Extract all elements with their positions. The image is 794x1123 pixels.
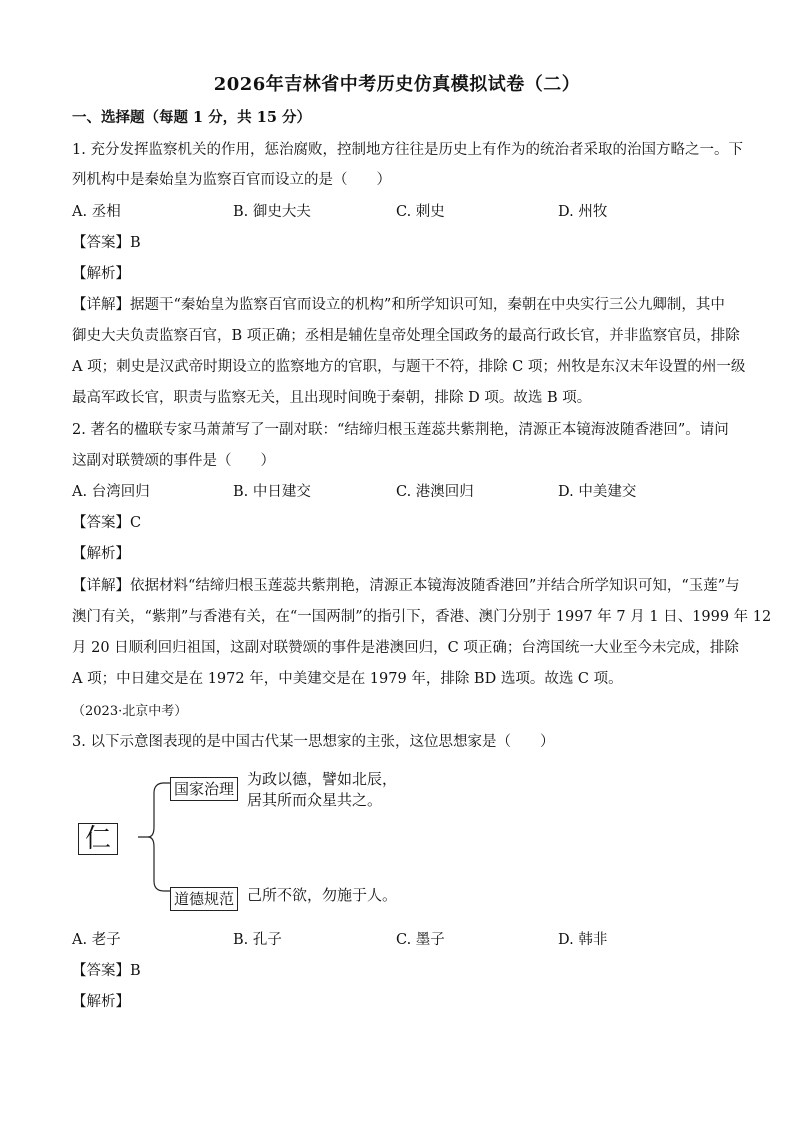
q1-analysis-label: 【解析】 xyxy=(72,266,130,282)
q2-stem-line1: 2. 著名的楹联专家马萧萧写了一副对联：“结缔归根玉莲蕊共紫荆艳，清源正本镜海波随香港回”。请问 xyxy=(72,422,729,438)
q3-stem: 3. 以下示意图表现的是中国古代某一思想家的主张，这位思想家是（ ） xyxy=(72,734,555,750)
q2-detail-line1: 【详解】依据材料“结缔归根玉莲蕊共紫荆艳，清源正本镜海波随香港回”并结合所学知识可知，“玉莲”与 xyxy=(72,578,740,594)
q2-stem-line2: 这副对联赞颂的事件是（ ） xyxy=(72,453,275,469)
diagram-bottom-box: 道德规范 xyxy=(170,887,238,911)
q2-detail-line3: 月 20 日顺利回归祖国，这副对联赞颂的事件是港澳回归，C 项正确；台湾国统一大业至今未完成，排除 xyxy=(72,640,739,656)
q1-stem-line2: 列机构中是秦始皇为监察百官而设立的是（ ） xyxy=(72,172,391,188)
diagram-top-box: 国家治理 xyxy=(170,777,238,801)
q2-detail-line2: 澳门有关，“紫荆”与香港有关，在“一国两制”的指引下，香港、澳门分别于 1997 年 7 月 1 日、1999 年 12 xyxy=(72,609,772,625)
q3-option-c: C. 墨子 xyxy=(396,932,445,948)
diagram-top-text1: 为政以德，譬如北辰， xyxy=(247,770,398,788)
q1-detail-line1: 【详解】据题干“秦始皇为监察百官而设立的机构”和所学知识可知，秦朝在中央实行三公九卿制，其中 xyxy=(72,297,725,313)
q2-detail-line4: A 项；中日建交是在 1972 年，中美建交是在 1979 年，排除 BD 选项。故选 C 项。 xyxy=(72,671,623,687)
q2-analysis-label: 【解析】 xyxy=(72,546,130,562)
q1-option-d: D. 州牧 xyxy=(558,204,608,220)
section-heading: 一、选择题（每题 1 分，共 15 分） xyxy=(72,109,311,126)
q3-option-d: D. 韩非 xyxy=(558,932,608,948)
q3-diagram xyxy=(72,765,432,915)
q1-option-a: A. 丞相 xyxy=(72,204,121,220)
q2-option-c: C. 港澳回归 xyxy=(396,484,474,500)
q1-stem-line1: 1. 充分发挥监察机关的作用，惩治腐败，控制地方往往是历史上有作为的统治者采取的治国方略之一。下 xyxy=(72,142,743,158)
q3-option-b: B. 孔子 xyxy=(233,932,282,948)
q2-option-d: D. 中美建交 xyxy=(558,484,637,500)
q3-answer: 【答案】B xyxy=(72,963,141,979)
q3-option-a: A. 老子 xyxy=(72,932,121,948)
q3-analysis-label: 【解析】 xyxy=(72,994,130,1010)
diagram-top-text2: 居其所而众星共之。 xyxy=(247,791,383,809)
q1-detail-line2: 御史大夫负责监察百官，B 项正确；丞相是辅佐皇帝处理全国政务的最高行政长官，并非监察官员，排除 xyxy=(72,328,740,344)
q1-option-b: B. 御史大夫 xyxy=(233,204,311,220)
q2-option-a: A. 台湾回归 xyxy=(72,484,150,500)
q1-option-c: C. 刺史 xyxy=(396,204,445,220)
q1-detail-line3: A 项；刺史是汉武帝时期设立的监察地方的官职，与题干不符，排除 C 项；州牧是东汉末年设置的州一级 xyxy=(72,359,746,375)
exam-title: 2026年吉林省中考历史仿真模拟试卷（二） xyxy=(213,74,581,95)
q2-option-b: B. 中日建交 xyxy=(233,484,311,500)
diagram-center-box: 仁 xyxy=(78,823,118,855)
diagram-bottom-text: 己所不欲，勿施于人。 xyxy=(247,886,398,904)
q3-source: （2023·北京中考） xyxy=(72,704,188,719)
q1-detail-line4: 最高军政长官，职责与监察无关，且出现时间晚于秦朝，排除 D 项。故选 B 项。 xyxy=(72,390,592,406)
q2-answer: 【答案】C xyxy=(72,515,142,531)
q1-answer: 【答案】B xyxy=(72,235,141,251)
